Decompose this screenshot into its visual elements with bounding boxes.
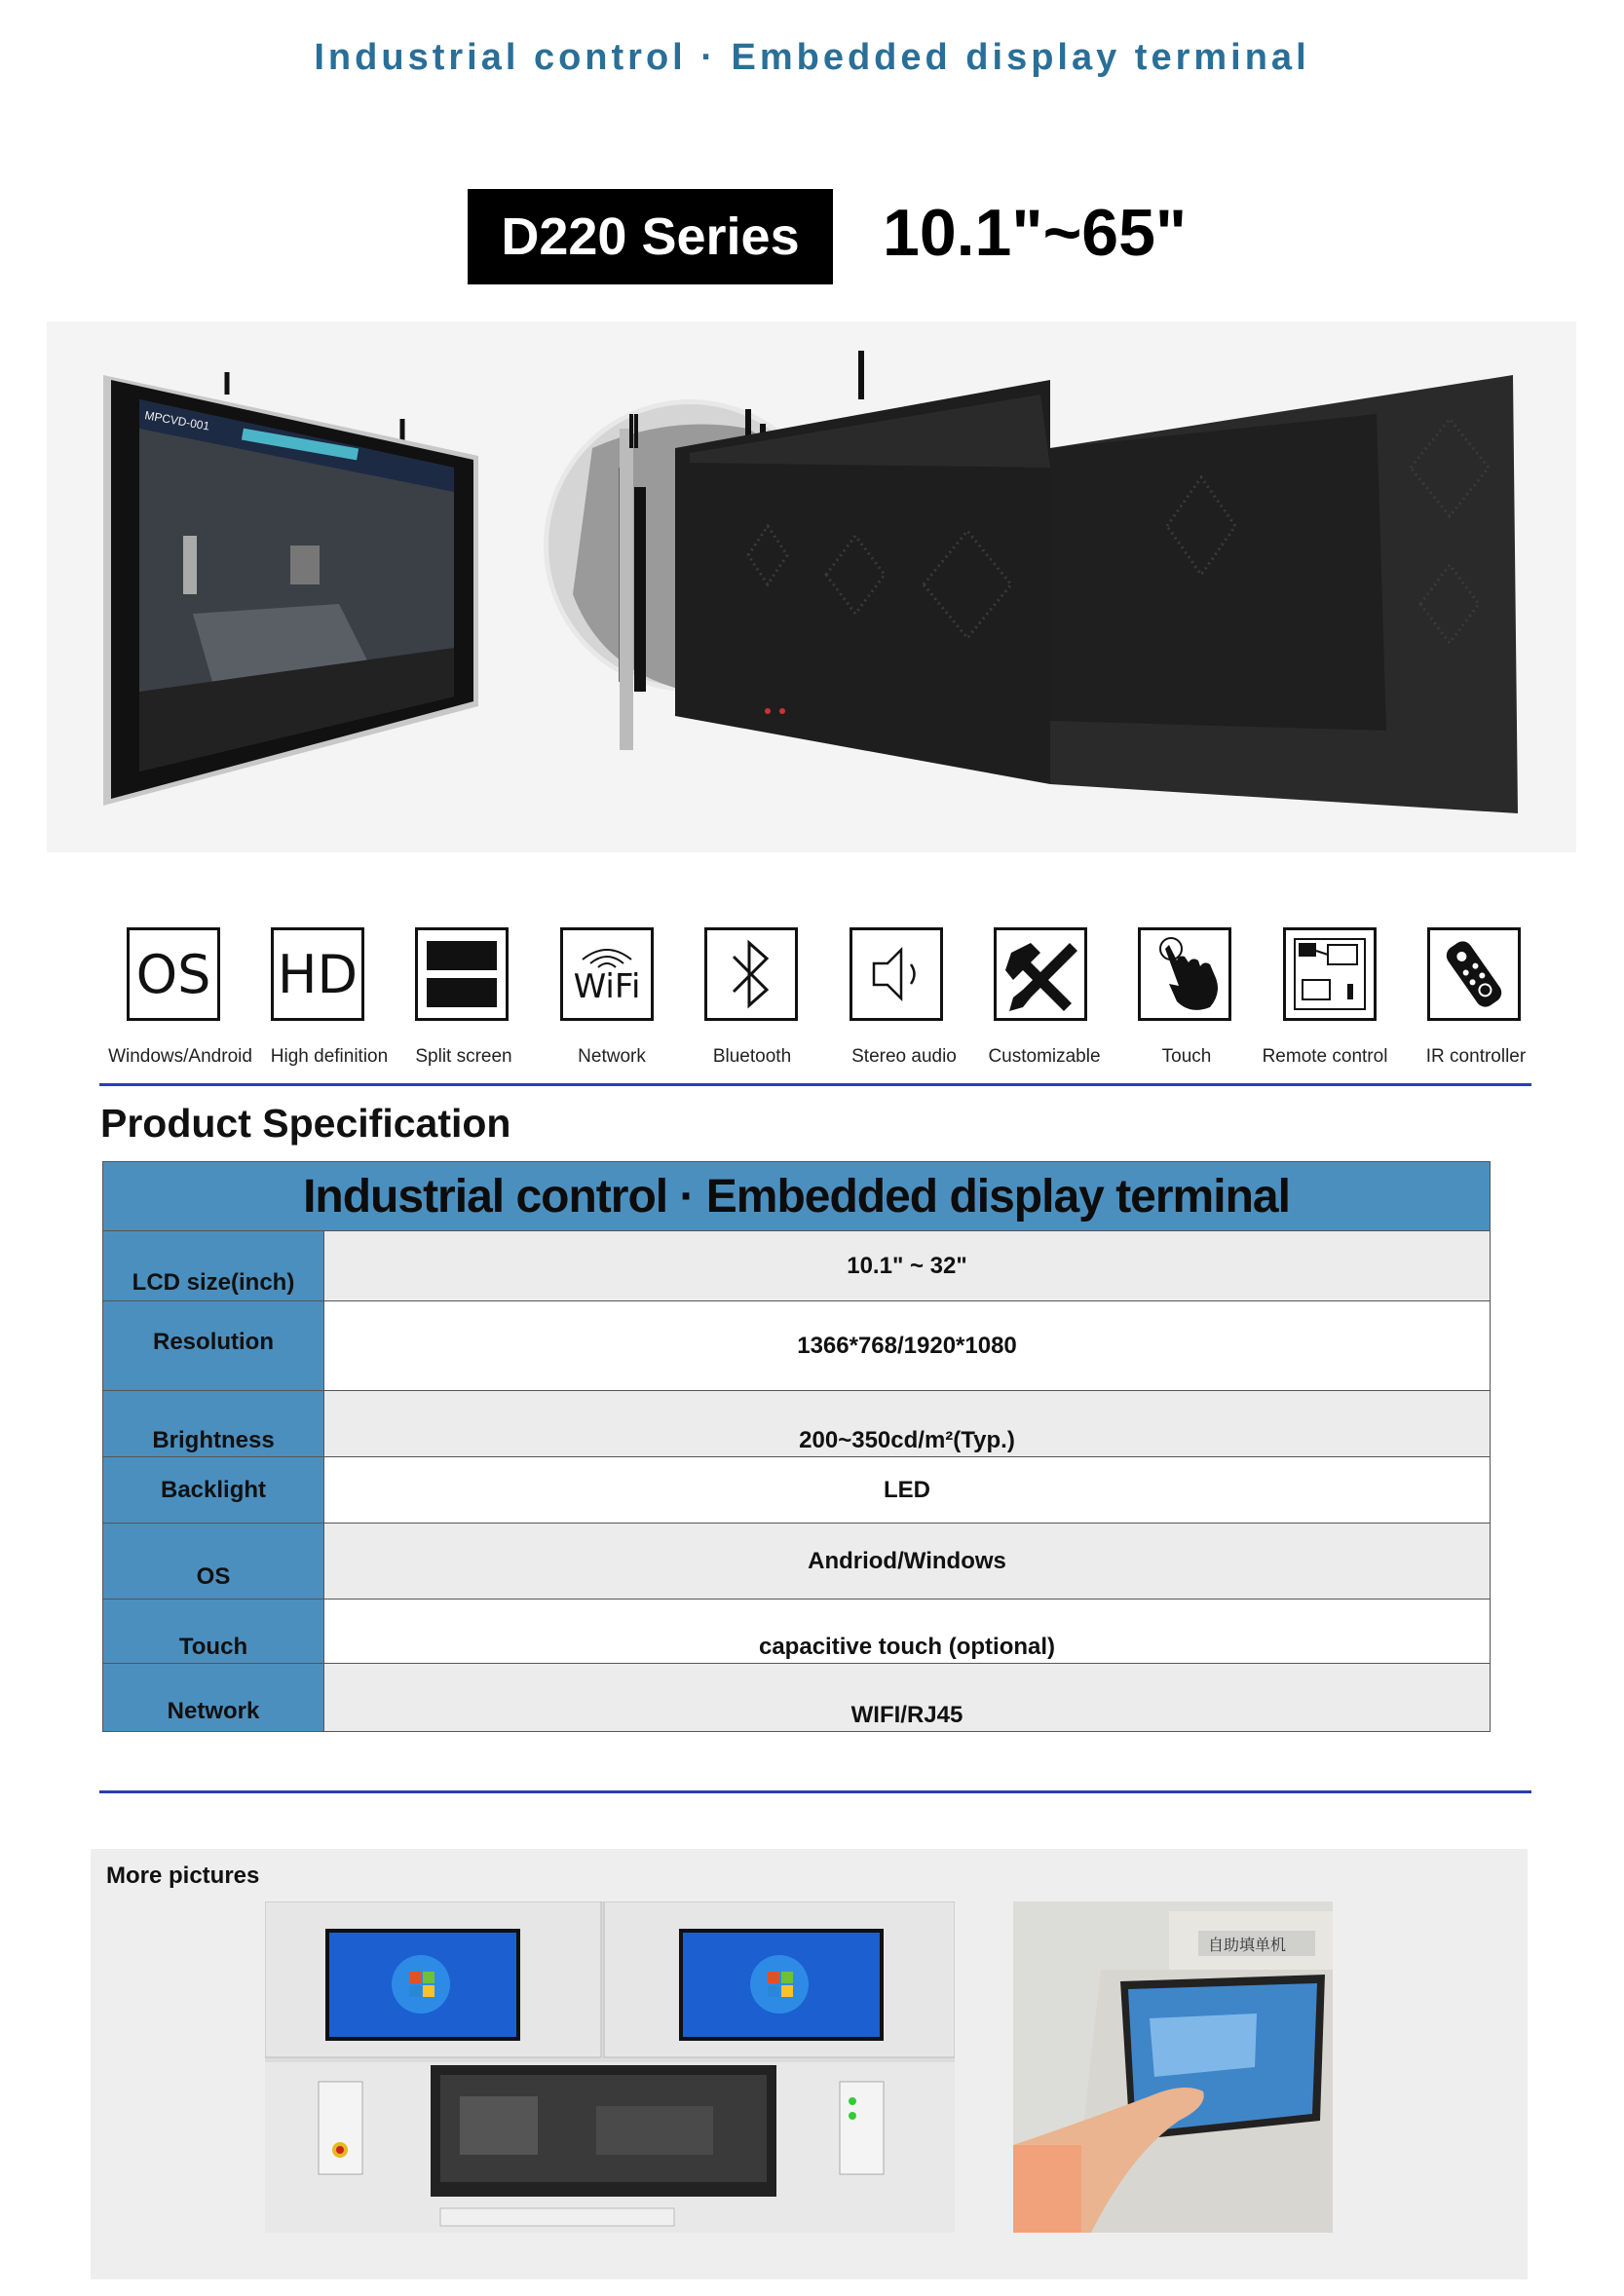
feature-label-network: Network xyxy=(578,1046,646,1067)
spec-label-brightness: Brightness xyxy=(103,1391,324,1457)
divider-bottom xyxy=(99,1790,1531,1793)
feature-label-split: Split screen xyxy=(415,1046,512,1067)
feature-bluetooth xyxy=(704,927,802,1025)
front-view xyxy=(103,372,478,806)
feature-label-os: Windows/Android xyxy=(108,1046,252,1067)
bluetooth-icon xyxy=(704,927,798,1021)
speaker-icon xyxy=(850,927,943,1021)
spec-value-resolution: 1366*768/1920*1080 xyxy=(324,1301,1491,1391)
wifi-icon: WiFi xyxy=(560,927,654,1021)
feature-hd xyxy=(271,927,368,1025)
spec-label-backlight: Backlight xyxy=(103,1457,324,1524)
feature-label-hd: High definition xyxy=(270,1046,389,1067)
feature-ir xyxy=(1427,927,1525,1025)
spec-value-touch: capacitive touch (optional) xyxy=(324,1600,1491,1664)
remote-control-icon xyxy=(1283,927,1377,1021)
feature-split xyxy=(415,927,512,1025)
series-badge: D220 Series xyxy=(468,189,833,284)
installation-photo xyxy=(265,1901,955,2233)
spec-label-resolution: Resolution xyxy=(103,1301,324,1391)
spec-value-network: WIFI/RJ45 xyxy=(324,1664,1491,1732)
more-pictures-label: More pictures xyxy=(106,1863,260,1889)
spec-label-lcd: LCD size(inch) xyxy=(103,1231,324,1301)
spec-value-os: Andriod/Windows xyxy=(324,1524,1491,1600)
feature-label-touch: Touch xyxy=(1161,1046,1212,1067)
os-icon: OS xyxy=(127,927,220,1021)
spec-heading: Product Specification xyxy=(100,1101,511,1146)
feature-remote xyxy=(1283,927,1380,1025)
product-hero xyxy=(47,321,1576,852)
ir-remote-icon xyxy=(1427,927,1521,1021)
feature-os xyxy=(127,927,224,1025)
feature-label-bluetooth: Bluetooth xyxy=(712,1046,792,1067)
feature-label-remote: Remote control xyxy=(1262,1046,1388,1067)
feature-custom xyxy=(994,927,1091,1025)
feature-label-audio: Stereo audio xyxy=(851,1046,957,1067)
spec-label-touch: Touch xyxy=(103,1600,324,1664)
spec-value-lcd: 10.1" ~ 32" xyxy=(324,1231,1491,1301)
split-screen-icon xyxy=(415,927,509,1021)
spec-value-brightness: 200~350cd/m²(Typ.) xyxy=(324,1391,1491,1457)
screen-label: MPCVD-001 xyxy=(143,408,211,433)
feature-audio xyxy=(850,927,947,1025)
page-title: Industrial control · Embedded display terminal xyxy=(314,37,1310,78)
kiosk-photo xyxy=(1013,1901,1333,2233)
spec-label-network: Network xyxy=(103,1664,324,1732)
feature-touch xyxy=(1138,927,1235,1025)
kiosk-sign: 自助填单机 xyxy=(1208,1936,1287,1954)
feature-wifi xyxy=(560,927,658,1025)
product-views-illustration xyxy=(47,321,1576,852)
spec-table xyxy=(102,1161,1491,1732)
size-range: 10.1"~65" xyxy=(883,196,1188,270)
spec-table-title: Industrial control · Embedded display terminal xyxy=(103,1162,1491,1231)
touch-hand-icon xyxy=(1138,927,1231,1021)
feature-label-ir: IR controller xyxy=(1425,1046,1527,1067)
tools-icon xyxy=(994,927,1087,1021)
feature-label-custom: Customizable xyxy=(988,1046,1101,1067)
divider-top xyxy=(99,1083,1531,1086)
back-view xyxy=(675,351,1518,813)
spec-value-backlight: LED xyxy=(324,1457,1491,1524)
spec-label-os: OS xyxy=(103,1524,324,1600)
hd-icon: HD xyxy=(271,927,364,1021)
